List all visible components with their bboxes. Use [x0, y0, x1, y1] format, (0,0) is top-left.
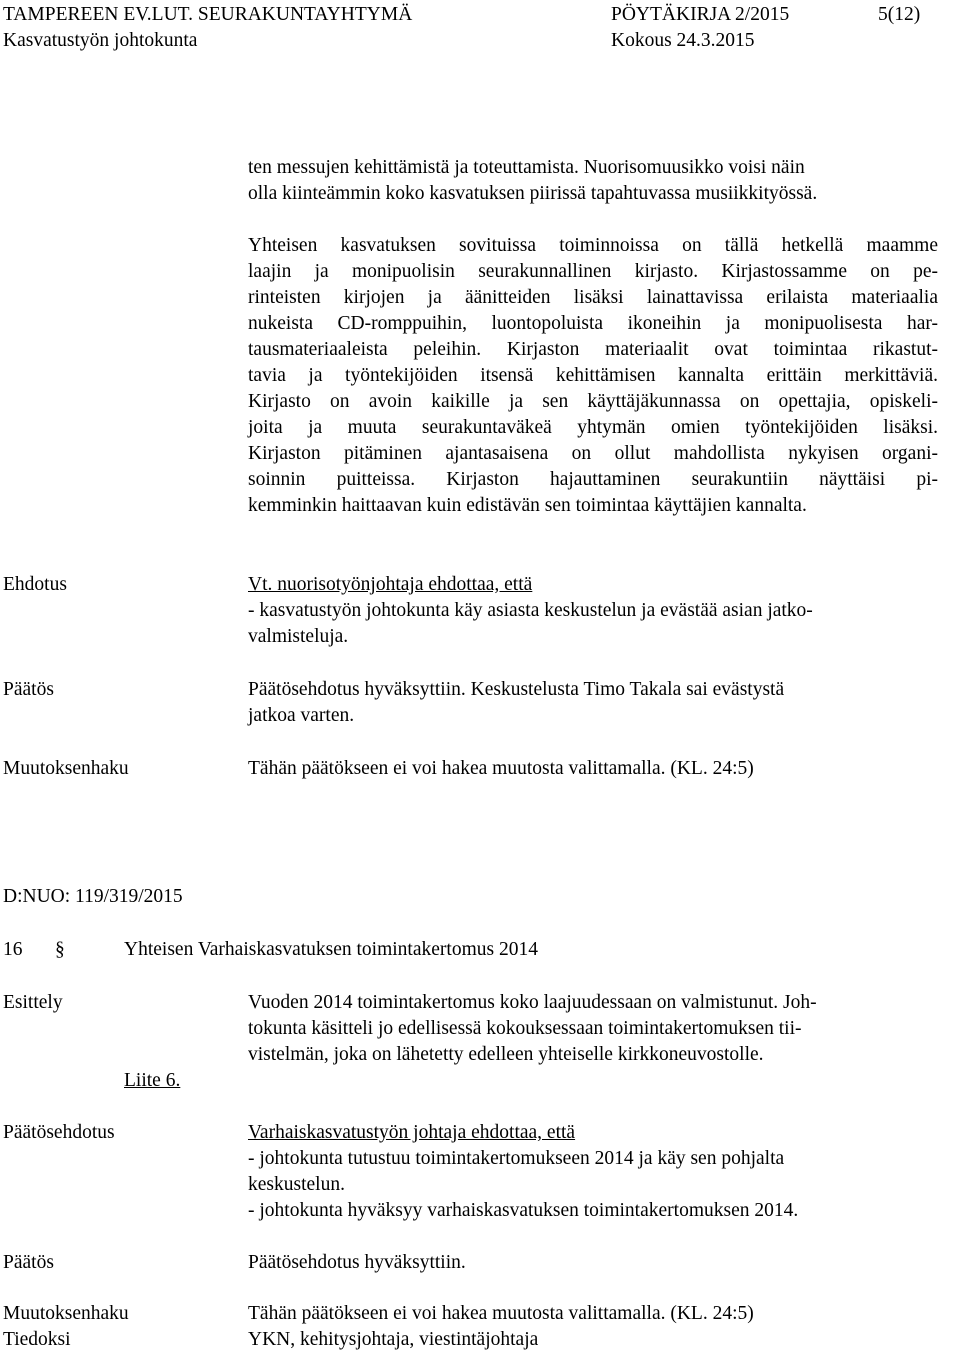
text-line: rinteisten kirjojen ja äänitteiden lisäksi lainattavissa erilaista materiaalia: [248, 287, 938, 308]
header-meeting-date: Kokous 24.3.2015: [611, 30, 755, 51]
decision-proposal-block: [248, 1120, 938, 1224]
proposal-block: [248, 572, 938, 650]
text-line: valmisteluja.: [248, 626, 349, 647]
proposal-label: Ehdotus: [3, 574, 67, 595]
decision-label: Päätös: [3, 679, 54, 700]
info-label: Tiedoksi: [3, 1329, 71, 1350]
diary-number: D:NUO: 119/319/2015: [3, 886, 183, 907]
text-line: - kasvatustyön johtokunta käy asiasta keskustelun ja evästää asian jatko-: [248, 600, 813, 621]
text-line: - johtokunta hyväksyy varhaiskasvatuksen toimintakertomuksen 2014.: [248, 1200, 799, 1221]
intro-paragraph: [248, 155, 938, 207]
header-doc-type: PÖYTÄKIRJA 2/2015: [611, 4, 790, 25]
header-page-number: 5(12): [878, 4, 921, 25]
appeal-label: Muutoksenhaku: [3, 758, 129, 779]
text-line: kemminkin haittaavan kuin edistävän sen toimintaa käyttäjien kannalta.: [248, 495, 807, 516]
appeal-text: Tähän päätökseen ei voi hakea muutosta valittamalla. (KL. 24:5): [248, 758, 754, 779]
item-number: 16: [3, 939, 23, 960]
text-line: joita ja muuta seurakuntaväkeä yhtymän omien työntekijöiden lisäksi.: [248, 417, 938, 438]
presentation-block: [248, 990, 938, 1068]
text-line: Kirjaston pitäminen ajantasaisena on ollut mahdollista nykyisen organi-: [248, 443, 938, 464]
decision-proposal-label: Päätösehdotus: [3, 1122, 115, 1143]
decision-label: Päätös: [3, 1252, 54, 1273]
text-line: olla kiinteämmin koko kasvatuksen piirissä tapahtuvassa musiikkityössä.: [248, 183, 818, 204]
decision-block: [248, 677, 938, 729]
presentation-label: Esittely: [3, 992, 63, 1013]
text-line: Yhteisen kasvatuksen sovituissa toiminnoissa on tällä hetkellä maamme: [248, 235, 938, 256]
text-line: vistelmän, joka on lähetetty edelleen yhteiselle kirkkoneuvostolle.: [248, 1044, 764, 1065]
text-line: tavia ja työntekijöiden itsensä kehittämisen kannalta erittäin merkittäviä.: [248, 365, 938, 386]
text-line: nukeista CD-romppuihin, luontopoluista ikoneihin ja monipuolisesta har-: [248, 313, 938, 334]
text-line: Päätösehdotus hyväksyttiin. Keskustelusta Timo Takala sai evästystä: [248, 679, 785, 700]
text-line: ten messujen kehittämistä ja toteuttamista. Nuorisomuusikko voisi näin: [248, 157, 805, 178]
attachment-link[interactable]: Liite 6.: [124, 1070, 181, 1091]
text-line: Kirjasto on avoin kaikille ja sen käyttäjäkunnassa on opettajia, opiskeli-: [248, 391, 938, 412]
header-committee: Kasvatustyön johtokunta: [3, 30, 198, 51]
text-line: Vuoden 2014 toimintakertomus koko laajuudessaan on valmistunut. Joh-: [248, 992, 817, 1013]
text-line: keskustelun.: [248, 1174, 345, 1195]
text-line: laajin ja monipuolisin seurakunnallinen kirjasto. Kirjastossamme on pe-: [248, 261, 938, 282]
text-line: tausmateriaaleista peleihin. Kirjaston materiaalit ovat toimintaa rikastut-: [248, 339, 938, 360]
header-org: TAMPEREEN EV.LUT. SEURAKUNTAYHTYMÄ: [3, 4, 413, 25]
section-symbol: §: [55, 939, 65, 960]
decision-text: Päätösehdotus hyväksyttiin.: [248, 1252, 466, 1273]
text-line: - johtokunta tutustuu toimintakertomukseen 2014 ja käy sen pohjalta: [248, 1148, 785, 1169]
info-recipients: YKN, kehitysjohtaja, viestintäjohtaja: [248, 1329, 539, 1350]
library-paragraph: [248, 233, 938, 519]
proposal-heading: Varhaiskasvatustyön johtaja ehdottaa, että: [248, 1122, 576, 1143]
appeal-text: Tähän päätökseen ei voi hakea muutosta valittamalla. (KL. 24:5): [248, 1303, 754, 1324]
text-line: soinnin puitteissa. Kirjaston hajauttaminen seurakuntiin näyttäisi pi-: [248, 469, 938, 490]
item-title: Yhteisen Varhaiskasvatuksen toimintakertomus 2014: [124, 939, 538, 960]
text-line: tokunta käsitteli jo edellisessä kokouksessaan toimintakertomuksen tii-: [248, 1018, 802, 1039]
proposal-heading: Vt. nuorisotyönjohtaja ehdottaa, että: [248, 574, 533, 595]
appeal-label: Muutoksenhaku: [3, 1303, 129, 1324]
text-line: jatkoa varten.: [248, 705, 355, 726]
